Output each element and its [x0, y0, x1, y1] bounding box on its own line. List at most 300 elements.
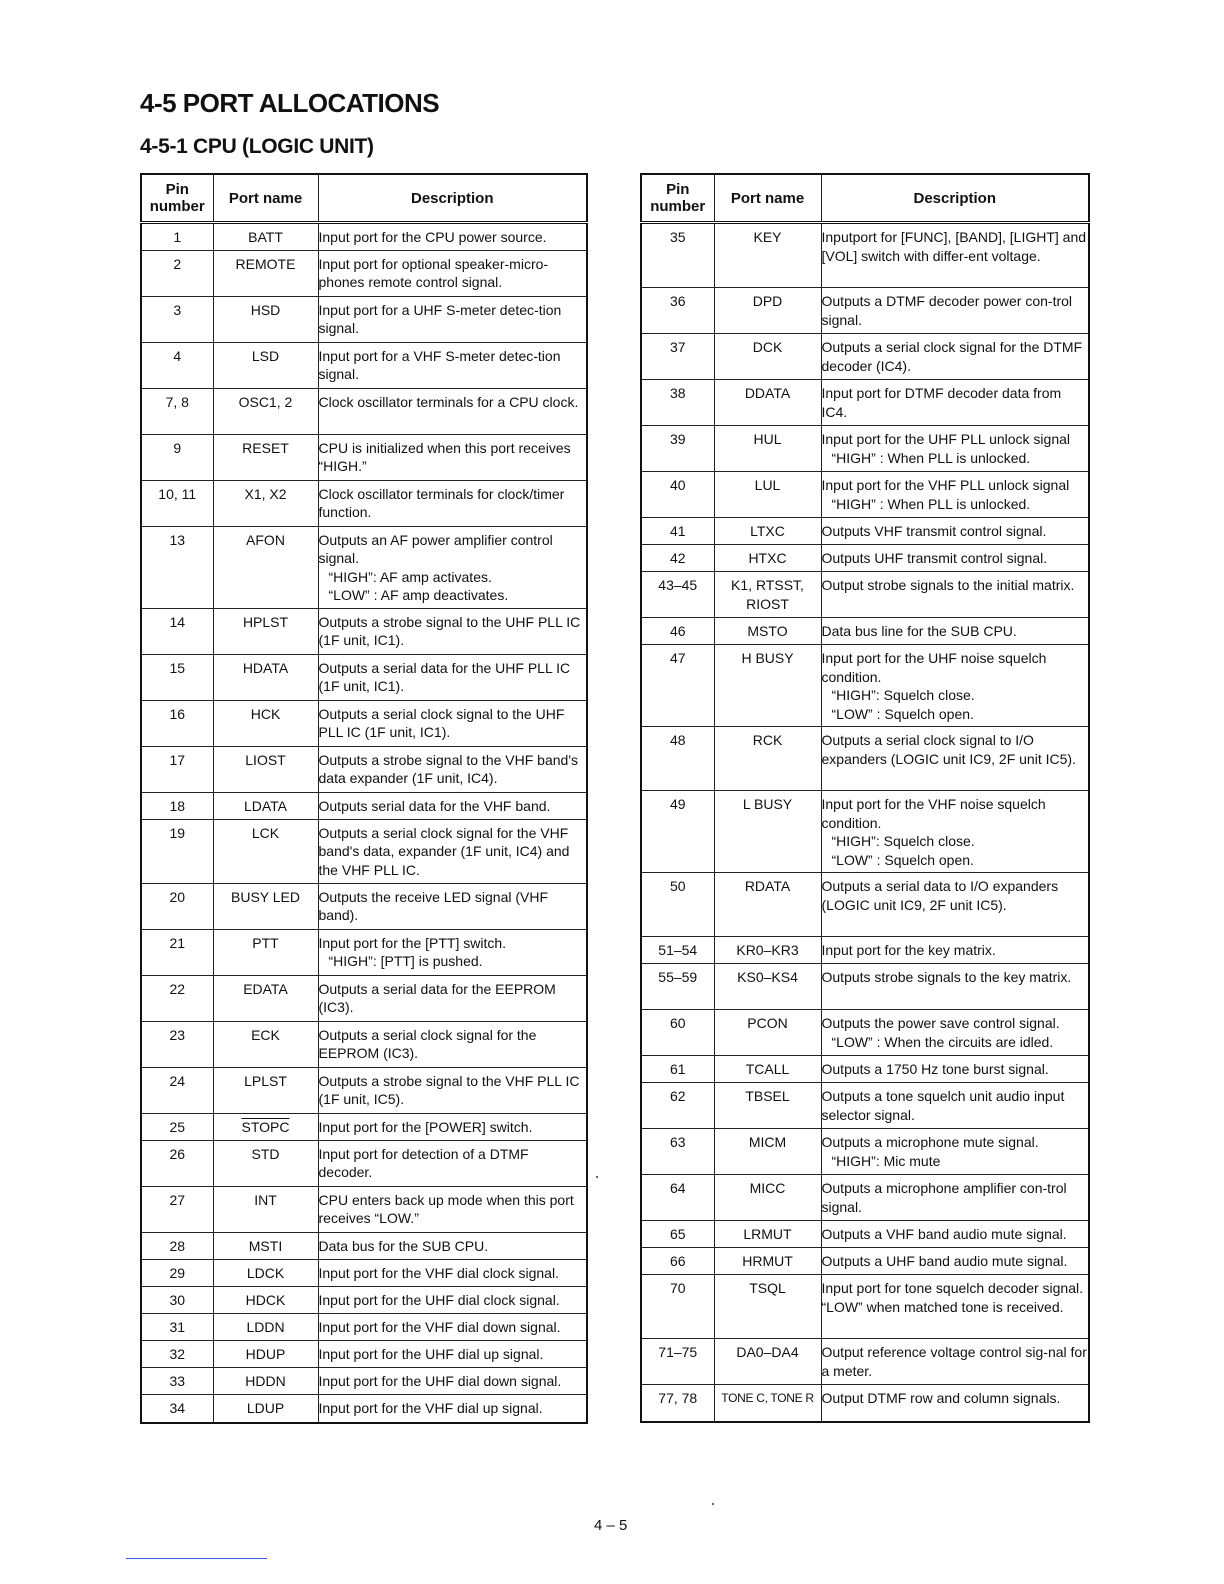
table-header-row [141, 174, 587, 223]
port-description [821, 1083, 1089, 1129]
description-text: Outputs a microphone amplifier con-trol signal. [821, 1180, 1067, 1215]
port-name: MICC [714, 1175, 821, 1221]
port-description [318, 388, 587, 434]
port-name: HPLST [213, 608, 318, 654]
pin-number: 49 [641, 791, 714, 873]
port-description [318, 250, 587, 296]
port-name: HTXC [714, 545, 821, 572]
port-description [821, 964, 1089, 1010]
description-text: Outputs a strobe signal to the UHF PLL IC (1F unit, IC1). [318, 613, 581, 648]
description-condition: “HIGH”: Mic mute [831, 1152, 941, 1169]
description-text: Outputs VHF transmit control signal. [821, 523, 1047, 539]
table-row [641, 964, 1089, 1010]
port-description [821, 1010, 1089, 1056]
header-pin-number: Pin number [641, 174, 714, 223]
description-text: CPU is initialized when this port receives “HIGH.” [318, 439, 571, 474]
description-text: Outputs a serial clock signal for the EEPROM (IC3). [318, 1026, 537, 1061]
table-row [141, 883, 587, 929]
port-table-right [640, 173, 1090, 1423]
port-description [318, 1367, 587, 1394]
table-row [141, 1286, 587, 1313]
pin-number: 60 [641, 1010, 714, 1056]
port-name: LDATA [213, 792, 318, 819]
table-row [141, 1021, 587, 1067]
table-row [141, 250, 587, 296]
description-text: Input port for the VHF dial up signal. [318, 1399, 543, 1416]
port-name: HDATA [213, 654, 318, 700]
description-text: Outputs a 1750 Hz tone burst signal. [821, 1061, 1049, 1077]
port-description [318, 883, 587, 929]
pin-number: 38 [641, 380, 714, 426]
description-condition: “LOW” : When the circuits are idled. [831, 1033, 1054, 1050]
port-description [821, 1175, 1089, 1221]
port-description [821, 545, 1089, 572]
port-name: INT [213, 1186, 318, 1232]
port-description [318, 700, 587, 746]
pin-number: 15 [141, 654, 213, 700]
pin-number: 41 [641, 518, 714, 545]
section-title: 4-5 PORT ALLOCATIONS [140, 88, 440, 118]
pin-number: 13 [141, 526, 213, 608]
table-row [141, 388, 587, 434]
pin-number: 70 [641, 1275, 714, 1339]
pin-number: 39 [641, 426, 714, 472]
port-name: HSD [213, 296, 318, 342]
pin-number: 22 [141, 975, 213, 1021]
pin-number: 42 [641, 545, 714, 572]
pin-number: 32 [141, 1340, 213, 1367]
description-text: Outputs a serial data to I/O expanders (LOGIC unit IC9, 2F unit IC5). [821, 878, 1059, 913]
port-description [318, 929, 587, 975]
port-name: LTXC [714, 518, 821, 545]
description-text: Outputs a serial clock signal to I/O expanders (LOGIC unit IC9, 2F unit IC5). [821, 732, 1076, 767]
description-text: Outputs a strobe signal to the VHF PLL IC (1F unit, IC5). [318, 1072, 580, 1107]
port-description [318, 654, 587, 700]
description-text: Outputs a strobe signal to the VHF band's data expander (1F unit, IC4). [318, 751, 578, 786]
port-description [821, 1129, 1089, 1175]
port-description [318, 526, 587, 608]
table-row [141, 1067, 587, 1113]
table-row [641, 1175, 1089, 1221]
port-description [318, 1232, 587, 1259]
port-name: TBSEL [714, 1083, 821, 1129]
port-description [318, 1313, 587, 1340]
table-row [641, 791, 1089, 873]
port-name: K1, RTSST, RIOST [714, 572, 821, 618]
port-description [821, 1275, 1089, 1339]
description-text: Input port for the VHF dial clock signal. [318, 1264, 559, 1281]
port-name: HCK [213, 700, 318, 746]
header-port-name: Port name [714, 174, 821, 223]
pin-number: 7, 8 [141, 388, 213, 434]
table-row [641, 1083, 1089, 1129]
description-text: Input port for the UHF PLL unlock signal [821, 431, 1070, 447]
pin-number: 34 [141, 1394, 213, 1423]
pin-number: 3 [141, 296, 213, 342]
port-description [318, 792, 587, 819]
table-row [641, 1056, 1089, 1083]
port-name: AFON [213, 526, 318, 608]
description-text: Input port for the UHF dial up signal. [318, 1345, 544, 1362]
port-name: KS0–KS4 [714, 964, 821, 1010]
port-description [821, 472, 1089, 518]
port-name: H BUSY [714, 645, 821, 727]
table-row [641, 727, 1089, 791]
port-description [821, 1248, 1089, 1275]
pin-number: 2 [141, 250, 213, 296]
pin-number: 20 [141, 883, 213, 929]
description-text: Input port for the key matrix. [821, 942, 996, 958]
description-condition: “LOW” : Squelch open. [831, 705, 974, 722]
port-description [318, 296, 587, 342]
port-name: MICM [714, 1129, 821, 1175]
table-row [141, 1313, 587, 1340]
table-row [641, 518, 1089, 545]
description-text: Input port for DTMF decoder data from IC4. [821, 385, 1062, 420]
table-row [141, 700, 587, 746]
scan-speck [712, 1503, 714, 1505]
table-row [641, 426, 1089, 472]
port-description [821, 518, 1089, 545]
table-row [141, 1259, 587, 1286]
port-name: RCK [714, 727, 821, 791]
port-name: X1, X2 [213, 480, 318, 526]
pin-number: 10, 11 [141, 480, 213, 526]
port-description [318, 1340, 587, 1367]
port-name: OSC1, 2 [213, 388, 318, 434]
description-condition: “HIGH” : When PLL is unlocked. [831, 495, 1031, 512]
pin-number: 18 [141, 792, 213, 819]
table-row [141, 480, 587, 526]
port-description [318, 480, 587, 526]
pin-number: 21 [141, 929, 213, 975]
description-text: Inputport for [FUNC], [BAND], [LIGHT] and [VOL] switch with differ-ent voltage. [821, 229, 1087, 264]
pin-number: 30 [141, 1286, 213, 1313]
pin-number: 46 [641, 618, 714, 645]
description-condition: “HIGH” : When PLL is unlocked. [831, 449, 1031, 466]
port-name: KR0–KR3 [714, 937, 821, 964]
description-text: Output strobe signals to the initial matrix. [821, 577, 1075, 593]
table-row [141, 1113, 587, 1140]
pin-number: 40 [641, 472, 714, 518]
table-row [141, 434, 587, 480]
table-row [141, 296, 587, 342]
port-name: HDUP [213, 1340, 318, 1367]
table-header-row [641, 174, 1089, 223]
description-text: Outputs the power save control signal. [821, 1015, 1060, 1031]
table-row [141, 526, 587, 608]
table-row [141, 792, 587, 819]
port-description [318, 975, 587, 1021]
port-name: BUSY LED [213, 883, 318, 929]
port-name: EDATA [213, 975, 318, 1021]
header-description: Description [821, 174, 1089, 223]
description-text: Output DTMF row and column signals. [821, 1390, 1061, 1406]
pin-number: 62 [641, 1083, 714, 1129]
description-text: Outputs a serial data for the EEPROM (IC3). [318, 980, 556, 1015]
pin-number: 31 [141, 1313, 213, 1340]
table-row [641, 334, 1089, 380]
port-description [318, 1140, 587, 1186]
pin-number: 63 [641, 1129, 714, 1175]
pin-number: 50 [641, 873, 714, 937]
description-text: Clock oscillator terminals for a CPU clock. [318, 393, 579, 410]
description-text: Outputs a tone squelch unit audio input selector signal. [821, 1088, 1065, 1123]
pin-number: 65 [641, 1221, 714, 1248]
description-condition: “LOW” : AF amp deactivates. [328, 587, 509, 603]
pin-number: 64 [641, 1175, 714, 1221]
port-name: RESET [213, 434, 318, 480]
pin-number: 23 [141, 1021, 213, 1067]
pin-number: 47 [641, 645, 714, 727]
table-row [641, 1010, 1089, 1056]
table-row [641, 618, 1089, 645]
port-description [318, 1394, 587, 1423]
table-row [641, 1385, 1089, 1422]
description-text: Outputs serial data for the VHF band. [318, 797, 551, 814]
table-row [641, 1248, 1089, 1275]
port-description [821, 727, 1089, 791]
table-row [141, 608, 587, 654]
port-name: BATT [213, 223, 318, 251]
port-description [821, 1056, 1089, 1083]
subsection-title: 4-5-1 CPU (LOGIC UNIT) [140, 135, 374, 158]
header-pin-number: Pin number [141, 174, 213, 223]
description-text: Output reference voltage control sig-nal for a meter. [821, 1344, 1087, 1379]
port-description [821, 334, 1089, 380]
table-row [641, 223, 1089, 288]
description-text: Outputs a serial clock signal for the DTMF decoder (IC4). [821, 339, 1083, 374]
description-text: Outputs a serial clock signal for the VHF band's data, expander (1F unit, IC4) and the VHF PLL IC. [318, 824, 570, 878]
description-text: CPU enters back up mode when this port receives “LOW.” [318, 1191, 574, 1226]
table-row [141, 975, 587, 1021]
pin-number: 33 [141, 1367, 213, 1394]
table-row [641, 472, 1089, 518]
description-condition: “HIGH”: Squelch close. [831, 687, 975, 703]
description-text: Input port for the VHF noise squelch condition. [821, 796, 1046, 831]
pin-number: 48 [641, 727, 714, 791]
port-name: L BUSY [714, 791, 821, 873]
pin-number: 35 [641, 223, 714, 288]
table-row [641, 288, 1089, 334]
pin-number: 19 [141, 819, 213, 883]
port-name: LIOST [213, 746, 318, 792]
description-text: Outputs a DTMF decoder power con-trol signal. [821, 293, 1073, 328]
port-description [318, 1113, 587, 1140]
table-row [141, 1367, 587, 1394]
port-name: RDATA [714, 873, 821, 937]
table-row [641, 873, 1089, 937]
port-description [318, 342, 587, 388]
pin-number: 61 [641, 1056, 714, 1083]
port-description [821, 1339, 1089, 1385]
pin-number: 1 [141, 223, 213, 251]
port-name: LPLST [213, 1067, 318, 1113]
port-name: KEY [714, 223, 821, 288]
port-description [821, 1221, 1089, 1248]
pin-number: 51–54 [641, 937, 714, 964]
port-name: HDDN [213, 1367, 318, 1394]
description-text: Outputs strobe signals to the key matrix. [821, 969, 1072, 985]
port-description [821, 873, 1089, 937]
port-name: MSTI [213, 1232, 318, 1259]
description-text: Input port for the VHF dial down signal. [318, 1318, 561, 1335]
description-text: Input port for the UHF dial down signal. [318, 1372, 562, 1389]
port-description [318, 1259, 587, 1286]
table-row [141, 342, 587, 388]
scan-speck [596, 1176, 598, 1178]
pin-number: 43–45 [641, 572, 714, 618]
port-name: PTT [213, 929, 318, 975]
table-row [141, 1232, 587, 1259]
pin-number: 66 [641, 1248, 714, 1275]
port-description [821, 572, 1089, 618]
footer-rule [126, 1558, 267, 1559]
description-text: Data bus for the SUB CPU. [318, 1237, 489, 1254]
table-row [641, 645, 1089, 727]
port-name: LCK [213, 819, 318, 883]
pin-number: 24 [141, 1067, 213, 1113]
description-text: Outputs UHF transmit control signal. [821, 550, 1048, 566]
description-text: Input port for the [PTT] switch. [318, 934, 507, 951]
pin-number: 25 [141, 1113, 213, 1140]
description-text: Outputs a UHF band audio mute signal. [821, 1253, 1068, 1269]
description-text: Input port for optional speaker-micro-phones remote control signal. [318, 255, 549, 290]
table-row [641, 1339, 1089, 1385]
port-description [821, 288, 1089, 334]
description-condition: “LOW” : Squelch open. [831, 851, 974, 868]
description-text: Input port for the VHF PLL unlock signal [821, 477, 1070, 493]
port-name: LDCK [213, 1259, 318, 1286]
port-description [318, 746, 587, 792]
description-text: Input port for the [POWER] switch. [318, 1118, 533, 1135]
pin-number: 14 [141, 608, 213, 654]
table-row [141, 1186, 587, 1232]
description-text: Input port for tone squelch decoder signal. “LOW” when matched tone is received. [821, 1280, 1084, 1315]
port-name: HUL [714, 426, 821, 472]
pin-number: 55–59 [641, 964, 714, 1010]
port-description [821, 937, 1089, 964]
port-description [821, 645, 1089, 727]
port-description [821, 380, 1089, 426]
port-name: STD [213, 1140, 318, 1186]
description-text: Input port for a VHF S-meter detec-tion signal. [318, 347, 561, 382]
table-row [141, 223, 587, 251]
port-name: REMOTE [213, 250, 318, 296]
port-description [318, 1186, 587, 1232]
port-description [821, 618, 1089, 645]
pin-number: 71–75 [641, 1339, 714, 1385]
port-name: DA0–DA4 [714, 1339, 821, 1385]
port-name: LDUP [213, 1394, 318, 1423]
table-row [641, 572, 1089, 618]
port-name: LSD [213, 342, 318, 388]
description-text: Input port for the UHF noise squelch condition. [821, 650, 1047, 685]
table-row [141, 1394, 587, 1423]
description-text: Input port for detection of a DTMF decoder. [318, 1145, 529, 1180]
pin-number: 29 [141, 1259, 213, 1286]
table-row [641, 1275, 1089, 1339]
description-text: Outputs a serial data for the UHF PLL IC (1F unit, IC1). [318, 659, 571, 694]
pin-number: 26 [141, 1140, 213, 1186]
table-row [641, 937, 1089, 964]
port-name: STOPC [213, 1113, 318, 1140]
table-row [641, 545, 1089, 572]
pin-number: 27 [141, 1186, 213, 1232]
table-row [641, 1129, 1089, 1175]
port-name: HRMUT [714, 1248, 821, 1275]
port-name: TCALL [714, 1056, 821, 1083]
table-row [141, 929, 587, 975]
header-description: Description [318, 174, 587, 223]
port-description [318, 1286, 587, 1313]
table-row [141, 746, 587, 792]
pin-number: 4 [141, 342, 213, 388]
table-row [141, 1140, 587, 1186]
table-row [641, 1221, 1089, 1248]
pin-number: 37 [641, 334, 714, 380]
port-name: PCON [714, 1010, 821, 1056]
description-text: Outputs a VHF band audio mute signal. [821, 1226, 1067, 1242]
port-description [318, 1067, 587, 1113]
header-port-name: Port name [213, 174, 318, 223]
pin-number: 9 [141, 434, 213, 480]
port-name: LUL [714, 472, 821, 518]
pin-number: 28 [141, 1232, 213, 1259]
port-description [318, 819, 587, 883]
pin-number: 36 [641, 288, 714, 334]
table-row [641, 380, 1089, 426]
port-name: DCK [714, 334, 821, 380]
table-row [141, 819, 587, 883]
pin-number: 16 [141, 700, 213, 746]
description-text: Data bus line for the SUB CPU. [821, 623, 1017, 639]
table-row [141, 1340, 587, 1367]
port-description [821, 791, 1089, 873]
port-name: MSTO [714, 618, 821, 645]
port-table-left [140, 173, 588, 1424]
description-text: Input port for the CPU power source. [318, 229, 547, 245]
port-name: TONE C, TONE R [714, 1385, 821, 1422]
description-condition: “HIGH”: Squelch close. [831, 833, 975, 849]
pin-number: 17 [141, 746, 213, 792]
page-number: 4 – 5 [594, 1517, 628, 1534]
port-name: HDCK [213, 1286, 318, 1313]
port-description [821, 1385, 1089, 1422]
table-row [141, 654, 587, 700]
description-text: Outputs an AF power amplifier control signal. [318, 531, 553, 566]
port-name: DPD [714, 288, 821, 334]
port-name: LDDN [213, 1313, 318, 1340]
port-name: ECK [213, 1021, 318, 1067]
description-text: Outputs a microphone mute signal. [821, 1134, 1039, 1150]
description-text: Clock oscillator terminals for clock/timer function. [318, 485, 565, 520]
description-condition: “HIGH”: [PTT] is pushed. [328, 953, 483, 969]
port-description [318, 434, 587, 480]
port-name: DDATA [714, 380, 821, 426]
port-description [821, 223, 1089, 288]
description-text: Input port for the UHF dial clock signal. [318, 1291, 560, 1308]
description-condition: “HIGH”: AF amp activates. [328, 568, 492, 585]
port-description [821, 426, 1089, 472]
description-text: Outputs the receive LED signal (VHF band). [318, 888, 549, 923]
port-description [318, 1021, 587, 1067]
description-text: Outputs a serial clock signal to the UHF PLL IC (1F unit, IC1). [318, 705, 565, 740]
description-text: Input port for a UHF S-meter detec-tion signal. [318, 301, 562, 336]
port-name: TSQL [714, 1275, 821, 1339]
port-description [318, 608, 587, 654]
pin-number: 77, 78 [641, 1385, 714, 1422]
